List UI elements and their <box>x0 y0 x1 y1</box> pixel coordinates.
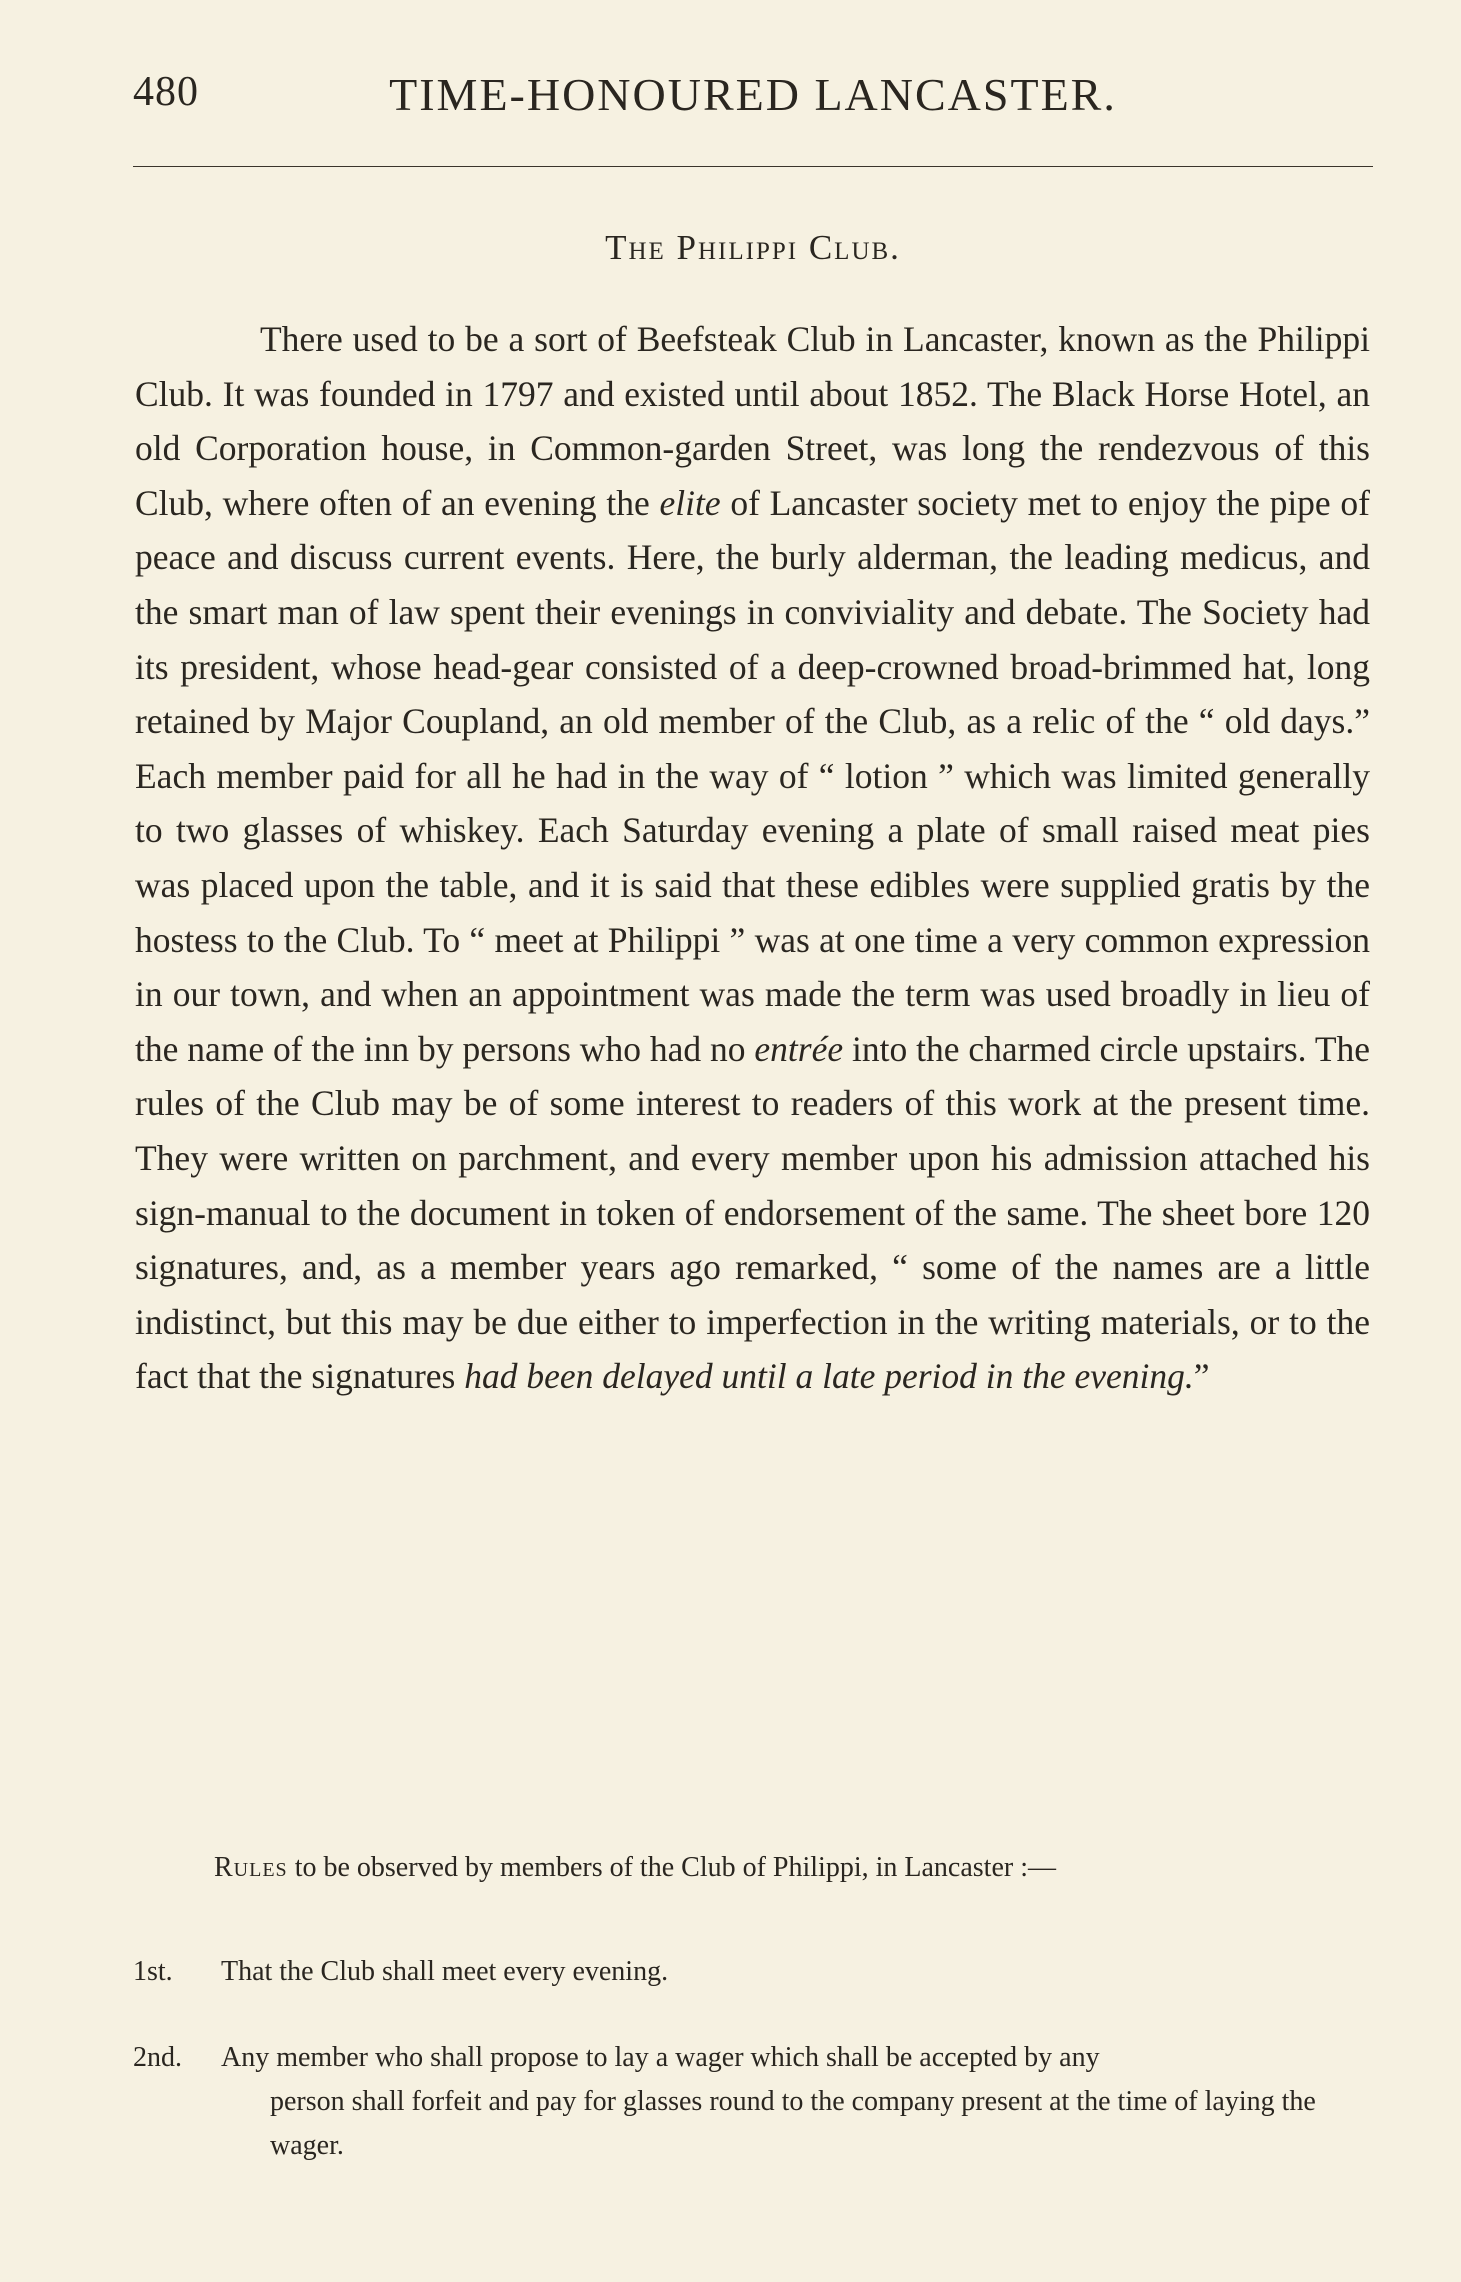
body-text-4: ” <box>1193 1356 1210 1397</box>
body-italic-elite: elite <box>659 482 721 523</box>
rules-intro-text: to be observed by members of the Club of Philippi, in Lancaster :— <box>287 1852 1056 1883</box>
page-header <box>133 58 1373 128</box>
rule-number: 2nd. <box>133 2042 182 2073</box>
rule-text: That the Club shall meet every evening. <box>221 1956 669 1987</box>
body-paragraph <box>135 312 1370 1404</box>
rule-text-first-line: Any member who shall propose to lay a wager which shall be accepted by any <box>221 2042 1100 2073</box>
page-number: 480 <box>133 69 199 115</box>
body-text-1: There used to be a sort of Beefsteak Club in Lancaster, known as the Philippi Club. It was founded in 1797 and existed until about 1852. The Black Horse Hotel, an old Corporation house, in Common-garden Street, was long the rendezvous of this Club, where often of an evening the <box>135 319 1370 523</box>
rule-text-continued: person shall forfeit and pay for glasses round to the company present at the time of laying the wager. <box>270 2086 1316 2161</box>
rules-intro <box>214 1849 1374 1887</box>
section-title: The Philippi Club. <box>605 228 901 267</box>
body-italic-entree: entrée <box>754 1028 844 1069</box>
rule-item-1 <box>133 1950 1373 1994</box>
body-text-2: of Lancaster society met to enjoy the pipe of peace and discuss current events. Here, the burly alderman, the leading medicus, and the smart man of law spent their evenings in conviviality and debate. The Society had its president, whose head-gear consisted of a deep-crowned broad-brimmed hat, long retained by Major Coupland, an old member of the Club, as a relic of the “ old days.” Each member paid for all he had in the way of “ lotion ” which was limited generally to two glasses of whiskey. Each Saturday evening a plate of small raised meat pies was placed upon the table, and it is said that these edibles were supplied gratis by the hostess to the Club. To “ meet at Philippi ” was at one time a very common expression in our town, and when an appointment was made the term was used broadly in lieu of the name of the inn by persons who had no <box>135 482 1370 1069</box>
running-title: TIME-HONOURED LANCASTER. <box>389 69 1117 120</box>
rules-intro-smallcaps: Rules <box>214 1852 288 1883</box>
body-text-3: into the charmed circle upstairs. The rules of the Club may be of some interest to readers of this work at the present time. They were written on parchment, and every member upon his admission attached his sign-manual to the document in token of endorsement of the same. The sheet bore 120 signatures, and, as a member years ago remarked, “ some of the names are a little indistinct, but this may be due either to imperfection in the writing materials, or to the fact that the signatures <box>135 1028 1371 1397</box>
rule-item-2 <box>133 2036 1373 2168</box>
rule-number: 1st. <box>133 1956 173 1987</box>
header-rule <box>133 166 1373 167</box>
body-italic-quote: had been delayed until a late period in the evening. <box>464 1356 1194 1397</box>
